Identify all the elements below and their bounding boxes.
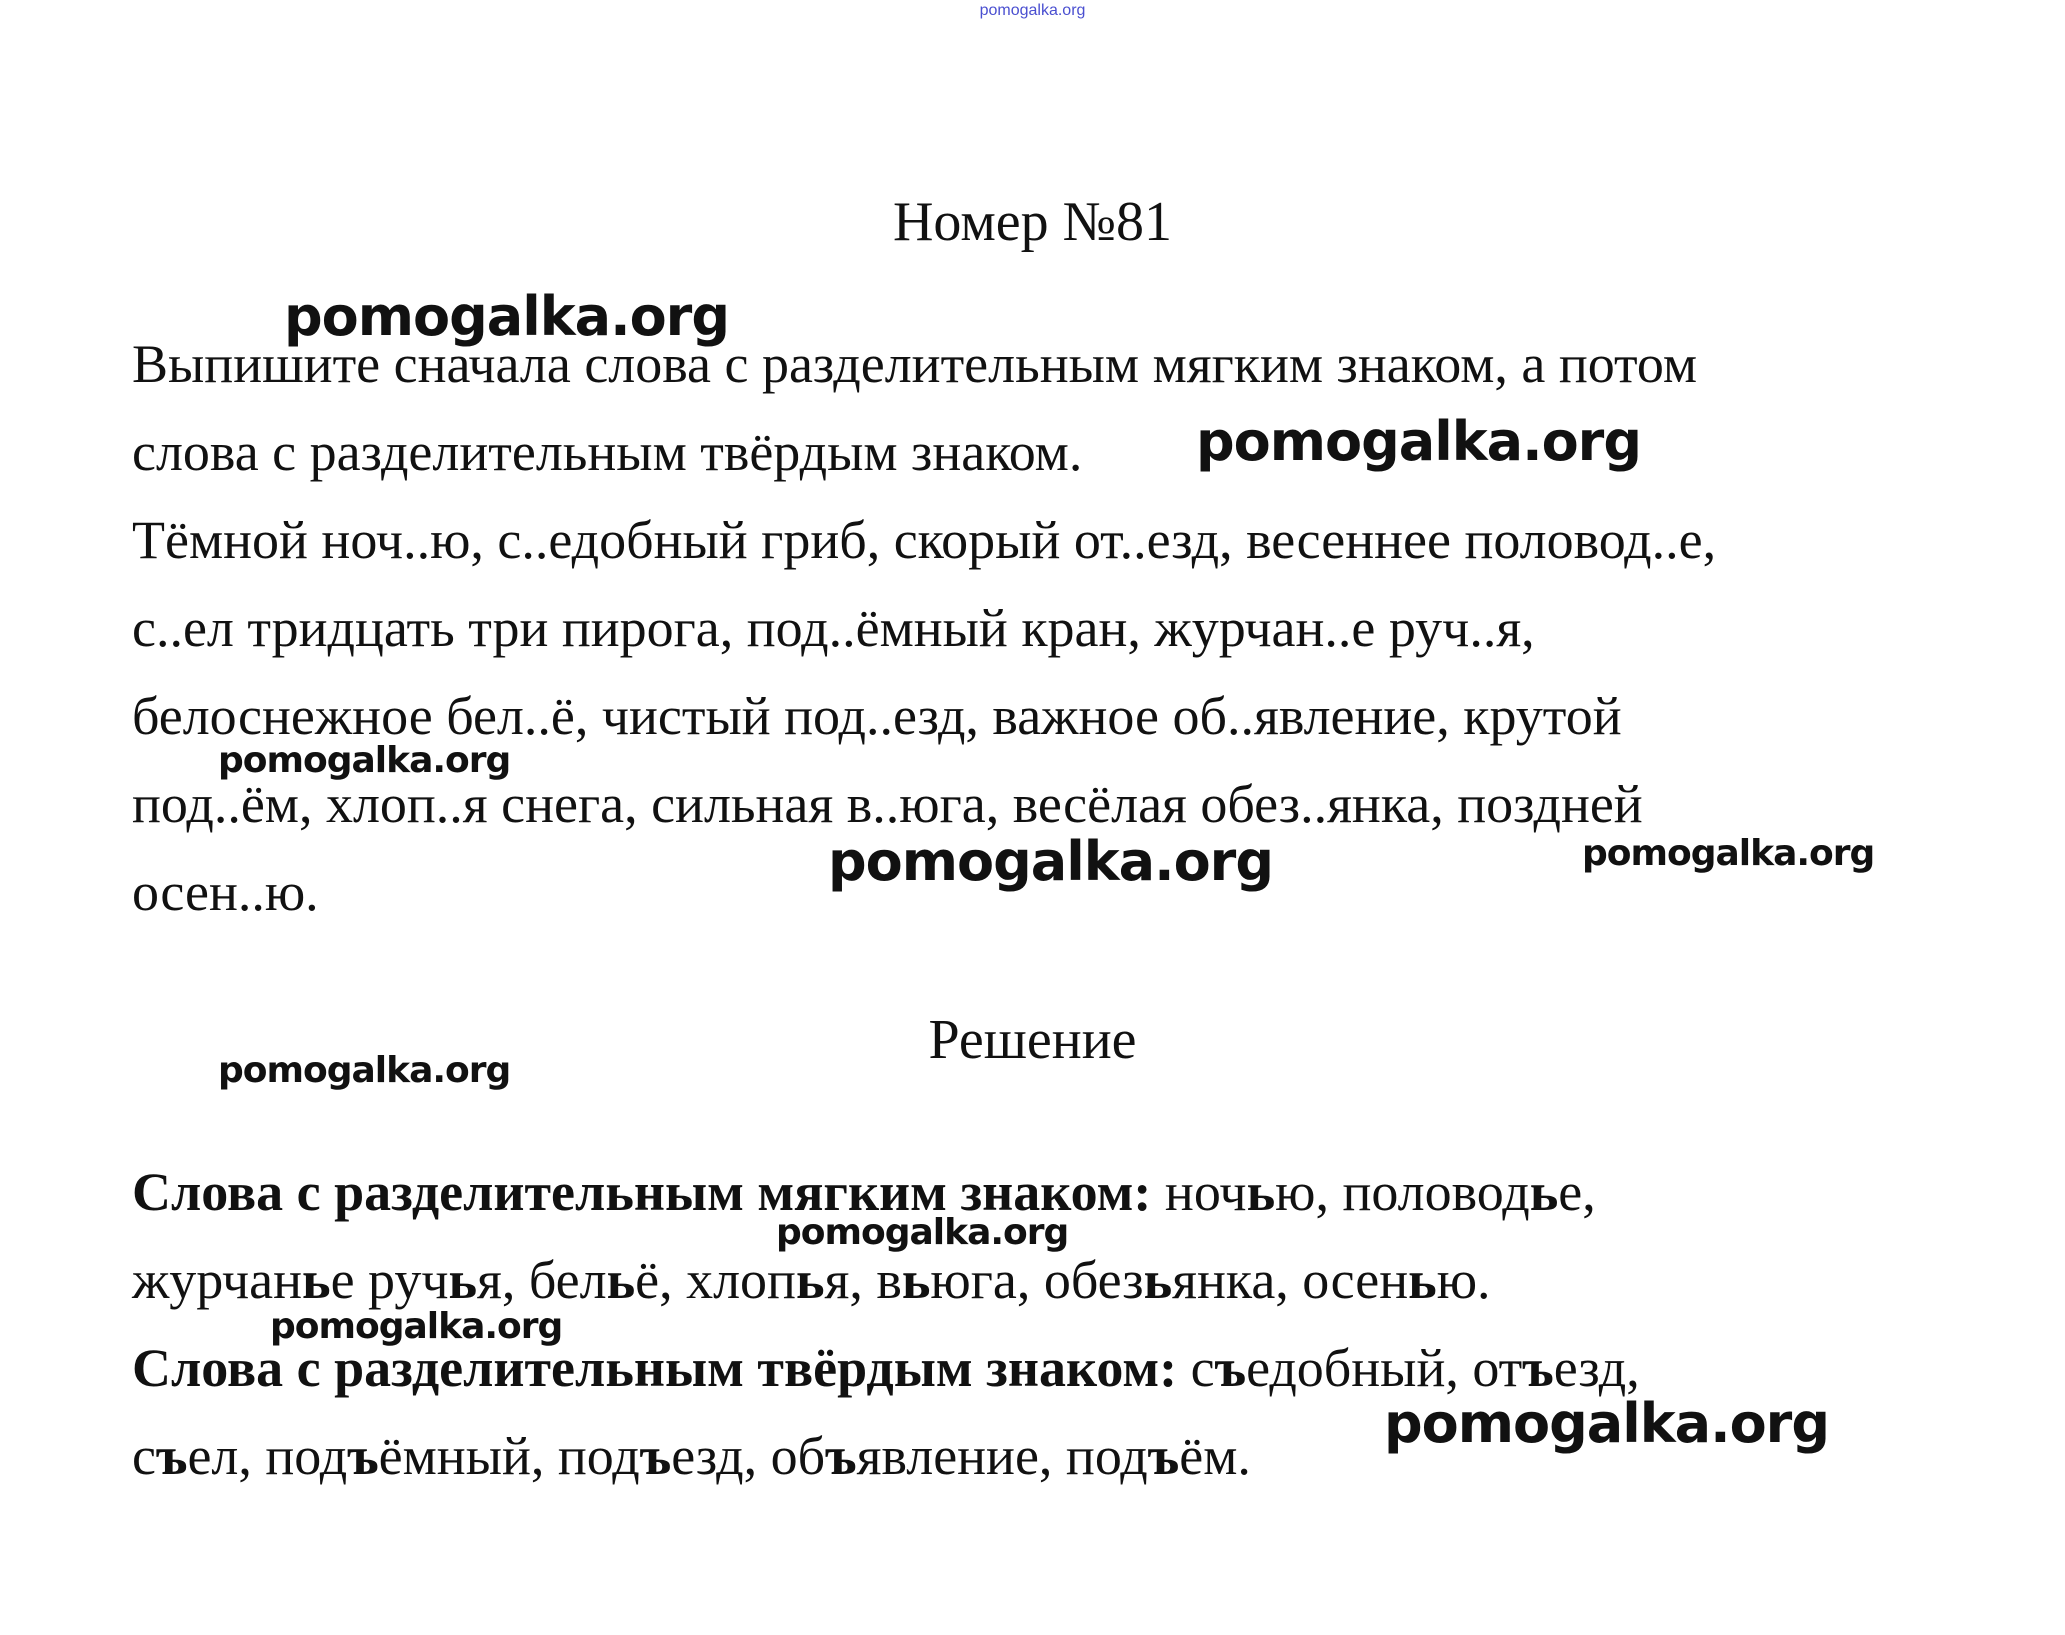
separating-sign: ь	[302, 1250, 331, 1310]
separating-sign: ъ	[347, 1426, 379, 1486]
separating-sign: ъ	[1522, 1338, 1554, 1398]
task-line: осен..ю.	[132, 862, 319, 922]
watermark: pomogalka.org	[828, 830, 1273, 893]
separating-sign: ъ	[639, 1426, 672, 1486]
hard-sign-words-1	[1191, 1338, 1640, 1398]
word-fragment: д	[1502, 1162, 1530, 1222]
hard-sign-words-2	[132, 1426, 1251, 1486]
separating-sign: ь	[1529, 1162, 1559, 1222]
task-line: белоснежное бел..ё, чистый под..езд, важное об..явление, крутой	[132, 686, 1622, 746]
word-fragment: журчан	[132, 1250, 302, 1310]
separating-sign: ъ	[1147, 1426, 1180, 1486]
page-title: Номер №81	[892, 191, 1173, 253]
watermark: pomogalka.org	[1582, 833, 1875, 874]
soft-sign-label: Слова с разделительным мягким знаком:	[132, 1162, 1152, 1222]
separating-sign: ь	[1246, 1162, 1276, 1222]
separating-sign: ь	[606, 1250, 636, 1310]
watermark: pomogalka.org	[776, 1212, 1069, 1253]
separating-sign: ь	[901, 1250, 931, 1310]
watermark: pomogalka.org	[218, 740, 511, 781]
word-fragment: я, в	[824, 1250, 902, 1310]
separating-sign: ъ	[155, 1426, 188, 1486]
hard-sign-label: Слова с разделительным твёрдым знаком:	[132, 1338, 1178, 1398]
word-fragment: ноч	[1164, 1162, 1247, 1222]
soft-sign-words-1	[1165, 1162, 1596, 1222]
word-fragment: ём.	[1179, 1426, 1251, 1486]
watermark: pomogalka.org	[218, 1050, 511, 1091]
word-fragment: езд,	[1553, 1338, 1640, 1398]
watermark: pomogalka.org	[270, 1306, 563, 1347]
watermark: pomogalka.org	[1196, 410, 1641, 473]
task-line: Выпишите сначала слова с разделительным мягким знаком, а потом	[132, 334, 1698, 394]
word-fragment: с	[132, 1426, 156, 1486]
separating-sign: ь	[1143, 1250, 1173, 1310]
separating-sign: ь	[1408, 1250, 1437, 1310]
word-fragment: явление, под	[856, 1426, 1148, 1486]
word-fragment: ю, полово	[1275, 1162, 1503, 1222]
top-watermark: pomogalka.org	[979, 2, 1086, 19]
watermark: pomogalka.org	[284, 285, 729, 348]
separating-sign: ъ	[1214, 1338, 1247, 1398]
separating-sign: ь	[795, 1250, 825, 1310]
word-fragment: едобный, от	[1246, 1338, 1523, 1398]
word-fragment: езд, об	[671, 1426, 826, 1486]
word-fragment: янка, осен	[1172, 1250, 1409, 1310]
word-fragment: я, бел	[477, 1250, 607, 1310]
separating-sign: ъ	[825, 1426, 857, 1486]
task-line: слова с разделительным твёрдым знаком.	[132, 422, 1083, 482]
word-fragment: ё, хлоп	[635, 1250, 796, 1310]
separating-sign: ь	[448, 1250, 478, 1310]
word-fragment: е,	[1558, 1162, 1596, 1222]
task-line: с..ел тридцать три пирога, под..ёмный кран, журчан..е руч..я,	[132, 598, 1535, 658]
soft-sign-words-2	[132, 1250, 1491, 1310]
word-fragment: с	[1190, 1338, 1215, 1398]
task-line: Тёмной ноч..ю, с..едобный гриб, скорый от..езд, весеннее половод..е,	[132, 510, 1717, 570]
word-fragment: ел, под	[187, 1426, 348, 1486]
task-line: под..ём, хлоп..я снега, сильная в..юга, весёлая обез..янка, поздней	[132, 774, 1643, 834]
watermark: pomogalka.org	[1384, 1392, 1829, 1455]
solution-heading: Решение	[928, 1009, 1137, 1071]
word-fragment: юга, обез	[930, 1250, 1144, 1310]
word-fragment: ёмный, под	[378, 1426, 640, 1486]
word-fragment: е руч	[330, 1250, 449, 1310]
word-fragment: ю.	[1436, 1250, 1491, 1310]
